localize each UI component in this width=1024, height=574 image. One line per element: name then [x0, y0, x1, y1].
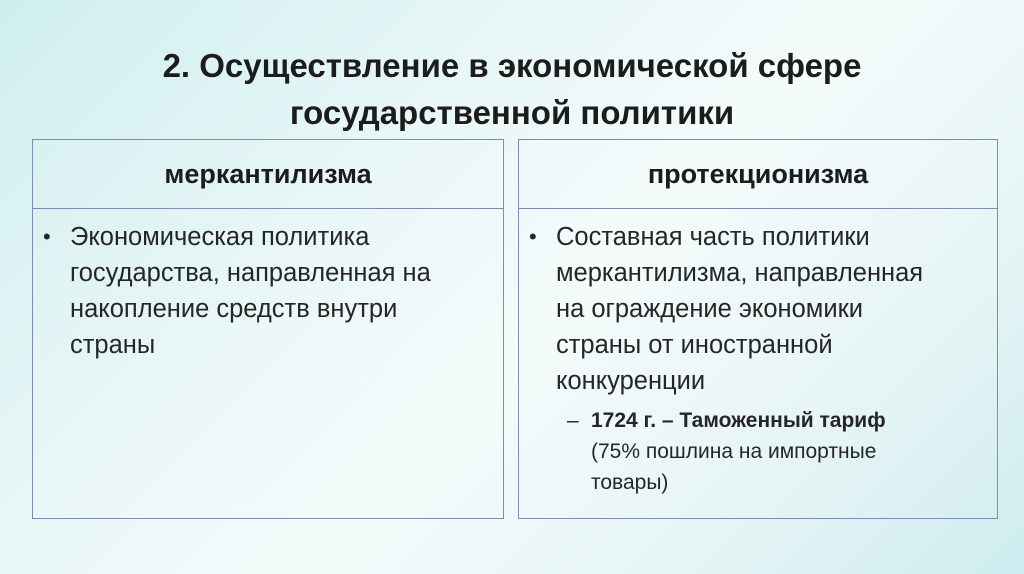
definition-line: на ограждение экономики	[556, 295, 863, 323]
definition-line: меркантилизма, направленная	[556, 259, 924, 287]
customs-tariff-item	[567, 405, 997, 498]
definition-line: государства, направленная на	[70, 259, 431, 287]
definition-line: Составная часть политики	[556, 223, 870, 251]
definition-line: Экономическая политика	[70, 223, 370, 251]
customs-tariff-line: товары)	[591, 471, 669, 494]
slide-title-line-2: государственной политики	[289, 94, 735, 131]
customs-tariff-line: (75% пошлина на импортные	[591, 440, 877, 463]
definition-line: конкуренции	[556, 367, 706, 395]
protectionism-definition	[519, 219, 997, 399]
protectionism-heading: протекционизма	[519, 140, 997, 209]
protectionism-column	[518, 139, 998, 519]
customs-tariff-title: 1724 г. – Таможенный тариф	[591, 409, 886, 432]
definition-line: страны	[70, 331, 156, 359]
bullet-icon: •	[43, 224, 51, 249]
mercantilism-heading: меркантилизма	[33, 140, 503, 209]
bullet-icon: •	[529, 224, 537, 249]
dash-icon: –	[567, 409, 579, 432]
mercantilism-column	[32, 139, 504, 519]
slide-title	[40, 42, 984, 136]
definition-line: накопление средств внутри	[70, 295, 398, 323]
definition-line: страны от иностранной	[556, 331, 833, 359]
slide-title-line-1: 2. Осуществление в экономической сфере	[162, 47, 862, 84]
mercantilism-definition	[33, 219, 503, 363]
